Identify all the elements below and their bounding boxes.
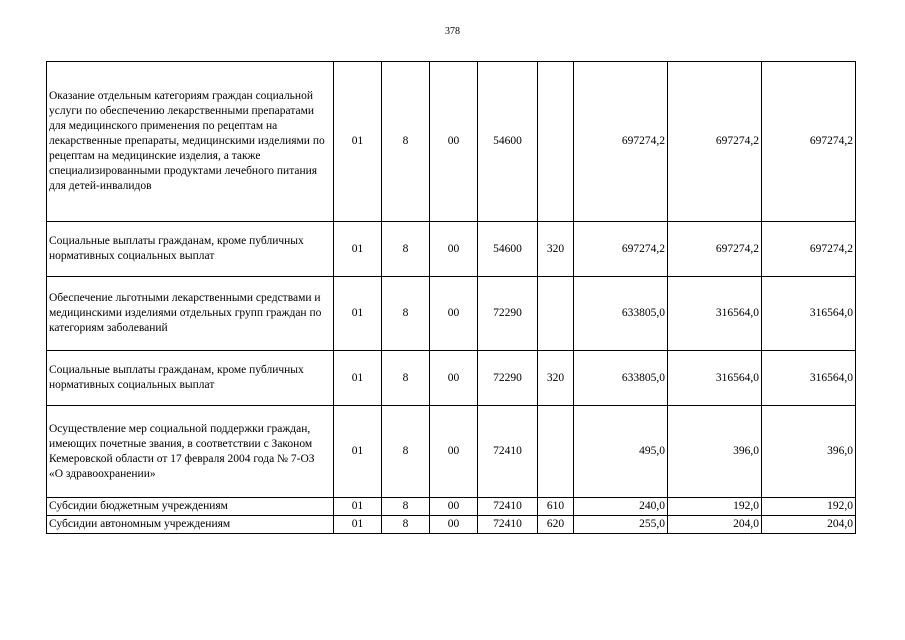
sum-year-2: 192,0 <box>668 498 762 516</box>
row-name: Субсидии бюджетным учреждениям <box>47 498 334 516</box>
sum-year-2: 396,0 <box>668 406 762 498</box>
sum-year-1: 633805,0 <box>574 351 668 406</box>
main-event-code: 00 <box>430 222 478 277</box>
table-row <box>47 498 856 516</box>
subprogram-code: 8 <box>382 406 430 498</box>
sum-year-2: 697274,2 <box>668 222 762 277</box>
subprogram-code: 8 <box>382 516 430 534</box>
row-name: Субсидии автономным учреждениям <box>47 516 334 534</box>
program-code: 01 <box>334 277 382 351</box>
table-row <box>47 277 856 351</box>
table-row <box>47 62 856 222</box>
program-code: 01 <box>334 222 382 277</box>
sum-year-1: 697274,2 <box>574 222 668 277</box>
sum-year-1: 240,0 <box>574 498 668 516</box>
program-code: 01 <box>334 406 382 498</box>
direction-code: 54600 <box>478 62 538 222</box>
direction-code: 72290 <box>478 277 538 351</box>
row-name: Осуществление мер социальной поддержки граждан, имеющих почетные звания, в соответствии с Законом Кемеровской области от 17 февраля 2004 года № 7-ОЗ «О здравоохранении» <box>47 406 334 498</box>
table-row <box>47 222 856 277</box>
row-name: Социальные выплаты гражданам, кроме публичных нормативных социальных выплат <box>47 351 334 406</box>
expense-type-code: 320 <box>538 222 574 277</box>
expense-type-code <box>538 406 574 498</box>
sum-year-3: 192,0 <box>762 498 856 516</box>
expense-type-code: 610 <box>538 498 574 516</box>
expense-type-code <box>538 62 574 222</box>
program-code: 01 <box>334 498 382 516</box>
expense-type-code: 620 <box>538 516 574 534</box>
expense-type-code: 320 <box>538 351 574 406</box>
subprogram-code: 8 <box>382 351 430 406</box>
main-event-code: 00 <box>430 277 478 351</box>
program-code: 01 <box>334 351 382 406</box>
page-number: 378 <box>445 26 460 37</box>
sum-year-3: 204,0 <box>762 516 856 534</box>
sum-year-1: 633805,0 <box>574 277 668 351</box>
main-event-code: 00 <box>430 351 478 406</box>
sum-year-3: 396,0 <box>762 406 856 498</box>
sum-year-3: 316564,0 <box>762 351 856 406</box>
row-name: Оказание отдельным категориям граждан социальной услуги по обеспечению лекарственными препаратами для медицинского применения по рецептам на лекарственные препараты, медицинскими изделиями по рецептам на медицинские изделия, а также специализированными продуктами лечебного питания для детей-инвалидов <box>47 62 334 222</box>
row-name: Социальные выплаты гражданам, кроме публичных нормативных социальных выплат <box>47 222 334 277</box>
sum-year-2: 204,0 <box>668 516 762 534</box>
table-row <box>47 406 856 498</box>
main-event-code: 00 <box>430 406 478 498</box>
subprogram-code: 8 <box>382 62 430 222</box>
sum-year-3: 316564,0 <box>762 277 856 351</box>
direction-code: 72410 <box>478 498 538 516</box>
main-event-code: 00 <box>430 516 478 534</box>
program-code: 01 <box>334 516 382 534</box>
direction-code: 72290 <box>478 351 538 406</box>
direction-code: 54600 <box>478 222 538 277</box>
sum-year-2: 697274,2 <box>668 62 762 222</box>
row-name: Обеспечение льготными лекарственными средствами и медицинскими изделиями отдельных групп граждан по категориям заболеваний <box>47 277 334 351</box>
table-row <box>47 351 856 406</box>
subprogram-code: 8 <box>382 498 430 516</box>
sum-year-2: 316564,0 <box>668 351 762 406</box>
sum-year-3: 697274,2 <box>762 222 856 277</box>
sum-year-1: 495,0 <box>574 406 668 498</box>
main-event-code: 00 <box>430 498 478 516</box>
sum-year-1: 255,0 <box>574 516 668 534</box>
subprogram-code: 8 <box>382 277 430 351</box>
sum-year-1: 697274,2 <box>574 62 668 222</box>
budget-table <box>46 61 856 534</box>
direction-code: 72410 <box>478 406 538 498</box>
sum-year-3: 697274,2 <box>762 62 856 222</box>
main-event-code: 00 <box>430 62 478 222</box>
direction-code: 72410 <box>478 516 538 534</box>
sum-year-2: 316564,0 <box>668 277 762 351</box>
expense-type-code <box>538 277 574 351</box>
program-code: 01 <box>334 62 382 222</box>
table-row <box>47 516 856 534</box>
subprogram-code: 8 <box>382 222 430 277</box>
